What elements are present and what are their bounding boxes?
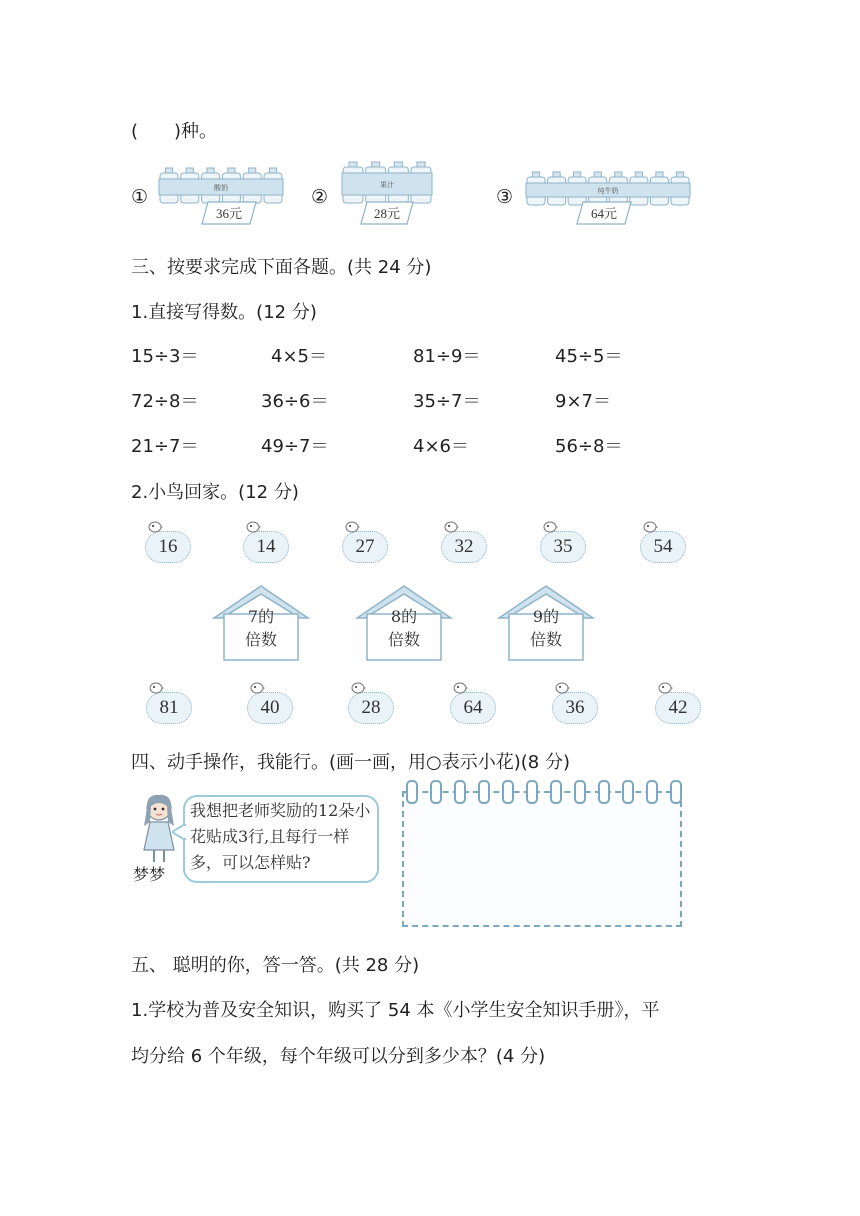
speech-text: 我想把老师奖励的12朵小花贴成3行,且每行一样多，可以怎样贴? xyxy=(190,801,371,872)
section-4-title: 四、动手操作，我能行。(画一画，用○表示小花)(8 分) xyxy=(131,752,570,773)
bottle-cap xyxy=(269,168,276,173)
bottle-cap xyxy=(228,168,235,173)
q5-1-line1: 1.学校为普及安全知识，购买了 54 本《小学生安全知识手册》，平 xyxy=(131,1000,660,1021)
option-marker-2: ② xyxy=(311,186,329,208)
bottle-cap xyxy=(615,172,622,177)
bird-icon xyxy=(350,680,366,694)
bird-number-bubble: 42 xyxy=(655,692,701,724)
problem: 21÷7＝ xyxy=(131,436,199,457)
ring-icon xyxy=(406,780,418,804)
bird-number-bubble: 81 xyxy=(146,692,192,724)
house-label-line2: 倍数 xyxy=(529,630,562,649)
yogurt-pack-illustration xyxy=(158,162,288,230)
bottle-cap xyxy=(417,162,425,167)
bird-icon xyxy=(452,680,468,694)
ring-icon xyxy=(502,780,514,804)
bird-icon xyxy=(245,519,261,533)
problem: 9×7＝ xyxy=(555,391,611,412)
bird-number-bubble: 16 xyxy=(145,531,191,563)
house-label-line1: 8的 xyxy=(390,607,418,626)
pack-label: 纯牛奶 xyxy=(597,187,619,195)
bird-number-bubble: 54 xyxy=(640,531,686,563)
house-label-line2: 倍数 xyxy=(387,630,420,649)
ring-icon xyxy=(598,780,610,804)
bottle-cap xyxy=(372,162,380,167)
q2-title: 2.小鸟回家。(12 分) xyxy=(131,482,299,503)
problem: 56÷8＝ xyxy=(555,436,623,457)
bird-number-bubble: 64 xyxy=(450,692,496,724)
ring-icon xyxy=(574,780,586,804)
ring-icon xyxy=(430,780,442,804)
problem: 81÷9＝ xyxy=(413,346,481,367)
pack-label: 果汁 xyxy=(380,181,394,189)
section-3-title: 三、按要求完成下面各题。(共 24 分) xyxy=(131,257,432,278)
bottle-cap xyxy=(574,172,581,177)
bird-icon xyxy=(148,680,164,694)
q1-title: 1.直接写得数。(12 分) xyxy=(131,302,317,323)
problem: 4×5＝ xyxy=(271,346,327,367)
ring-icon xyxy=(670,780,682,804)
bird-icon xyxy=(249,680,265,694)
bird-number-bubble: 32 xyxy=(441,531,487,563)
juice-pack-illustration xyxy=(341,158,437,230)
bottle-cap xyxy=(676,172,683,177)
pack-label: 酸奶 xyxy=(214,184,228,192)
bottle-cap xyxy=(249,168,256,173)
bird-number-bubble: 35 xyxy=(540,531,586,563)
ring-icon xyxy=(454,780,466,804)
problem: 49÷7＝ xyxy=(261,436,329,457)
bottle-cap xyxy=(553,172,560,177)
q5-1-line2: 均分给 6 个年级，每个年级可以分到多少本？(4 分) xyxy=(131,1046,546,1067)
drawing-board[interactable] xyxy=(402,791,682,927)
character-name: 梦梦 xyxy=(133,865,166,884)
price-text: 36元 xyxy=(215,206,243,221)
bottle-cap xyxy=(186,168,193,173)
bottle-cap xyxy=(635,172,642,177)
bottle-cap xyxy=(394,162,402,167)
bottle-cap xyxy=(656,172,663,177)
house-multiples-of-8 xyxy=(355,584,453,662)
bird-number-bubble: 40 xyxy=(247,692,293,724)
bird-number-bubble: 36 xyxy=(552,692,598,724)
problem: 72÷8＝ xyxy=(131,391,199,412)
house-multiples-of-9 xyxy=(497,584,595,662)
problem: 36÷6＝ xyxy=(261,391,329,412)
speech-pointer-icon xyxy=(172,824,186,840)
bottle-cap xyxy=(532,172,539,177)
section-5-title: 五、 聪明的你，答一答。(共 28 分) xyxy=(131,955,420,976)
problem: 4×6＝ xyxy=(413,436,469,457)
bird-icon xyxy=(554,680,570,694)
bottle-cap xyxy=(594,172,601,177)
ring-icon xyxy=(526,780,538,804)
bird-number-bubble: 14 xyxy=(243,531,289,563)
ring-icon xyxy=(478,780,490,804)
problem: 35÷7＝ xyxy=(413,391,481,412)
bird-icon xyxy=(147,519,163,533)
bird-icon xyxy=(657,680,673,694)
option-marker-1: ① xyxy=(131,186,149,208)
bird-icon xyxy=(344,519,360,533)
ring-icon xyxy=(622,780,634,804)
bird-number-bubble: 27 xyxy=(342,531,388,563)
ring-icon xyxy=(646,780,658,804)
price-text: 28元 xyxy=(373,206,401,221)
house-label-line1: 7的 xyxy=(247,607,275,626)
bird-icon xyxy=(642,519,658,533)
bird-icon xyxy=(542,519,558,533)
house-label-line2: 倍数 xyxy=(244,630,277,649)
milk-pack-illustration xyxy=(525,168,695,228)
question-tail: ( )种。 xyxy=(131,121,218,142)
option-marker-3: ③ xyxy=(496,186,514,208)
problem: 45÷5＝ xyxy=(555,346,623,367)
ring-icon xyxy=(550,780,562,804)
problem: 15÷3＝ xyxy=(131,346,199,367)
price-text: 64元 xyxy=(590,206,618,221)
bottle-cap xyxy=(207,168,214,173)
bird-number-bubble: 28 xyxy=(348,692,394,724)
house-multiples-of-7 xyxy=(212,584,310,662)
bird-icon xyxy=(443,519,459,533)
bottle-cap xyxy=(349,162,357,167)
house-label-line1: 9的 xyxy=(532,607,560,626)
bottle-cap xyxy=(165,168,172,173)
